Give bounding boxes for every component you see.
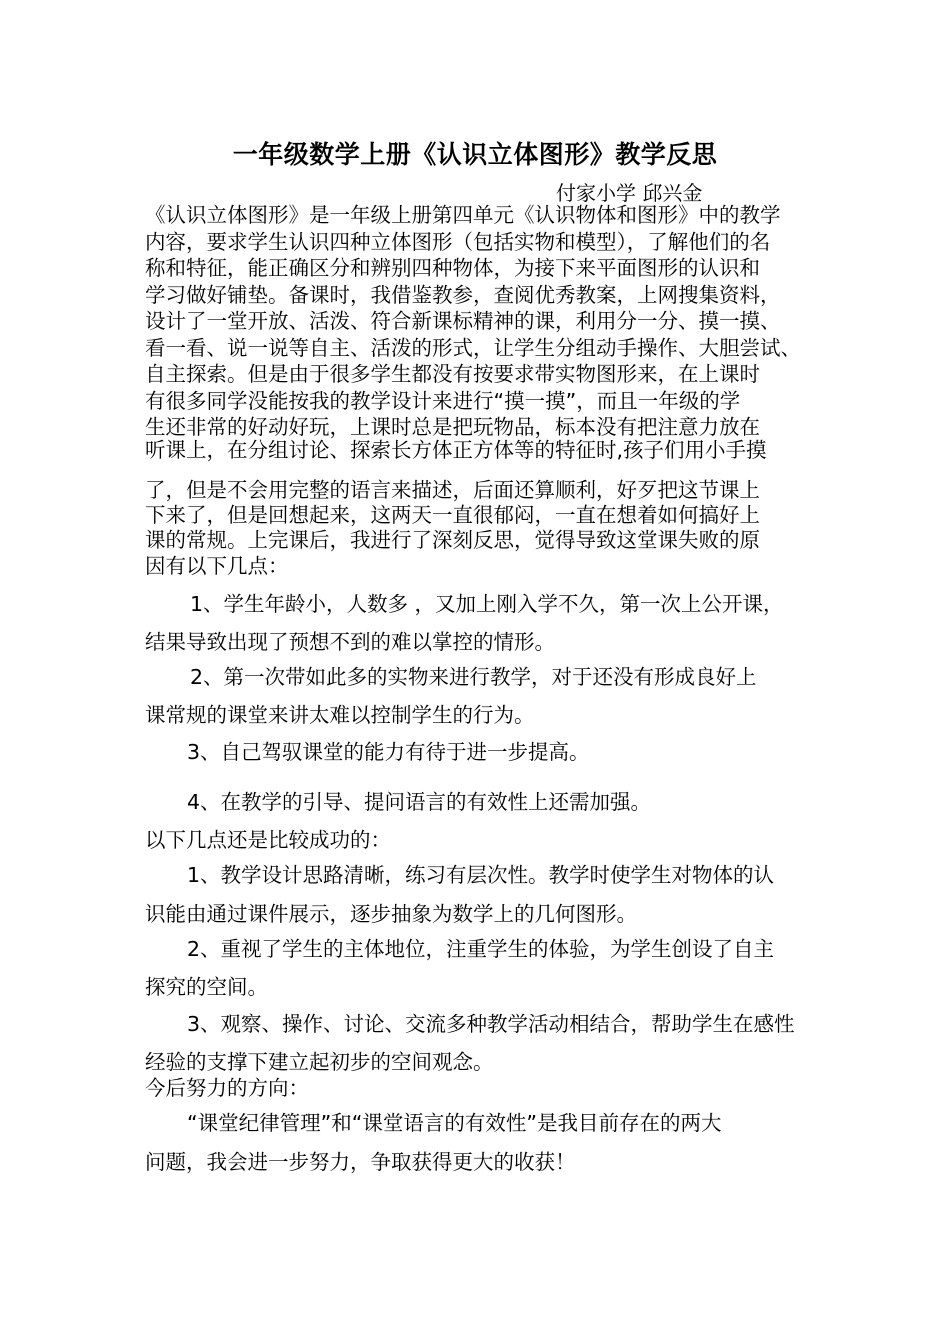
- intro-line: 设计了一堂开放、活泼、符合新课标精神的课，利用分一分、摸一摸、: [145, 309, 781, 333]
- intro-line: 看一看、说一说等自主、活泼的形式，让学生分组动手操作、大胆尝试、: [145, 335, 801, 360]
- future-paragraph: “课堂纪律管理”和“课堂语言的有效性”是我目前存在的两大: [187, 1111, 722, 1135]
- intro-line: 内容，要求学生认识四种立体图形（包括实物和模型），了解他们的名: [145, 229, 771, 254]
- body-line: 听课上，在分组讨论、探索长方体正方体等的特征时,孩子们用小手摸: [145, 438, 767, 462]
- problem-item-continuation: 结果导致出现了预想不到的难以掌控的情形。: [145, 630, 555, 654]
- intro-paragraph: [145, 202, 825, 441]
- author-line: 付家小学 邱兴金: [556, 181, 703, 205]
- success-item-continuation: 经验的支撑下建立起初步的空间观念。: [145, 1050, 494, 1074]
- problem-item: 3、自己驾驭课堂的能力有待于进一步提高。: [187, 740, 590, 764]
- success-heading: 以下几点还是比较成功的：: [145, 828, 391, 852]
- body-line: 因有以下几点：: [145, 554, 289, 578]
- intro-line: 有很多同学没能按我的教学设计来进行“摸一摸”，而且一年级的学: [145, 388, 741, 413]
- body-line: 了，但是不会用完整的语言来描述，后面还算顺利，好歹把这节课上: [145, 478, 760, 502]
- problem-item-continuation: 课常规的课堂来讲太难以控制学生的行为。: [145, 703, 535, 727]
- body-line: 课的常规。上完课后，我进行了深刻反思，觉得导致这堂课失败的原: [145, 528, 760, 552]
- intro-line: 自主探索。但是由于很多学生都没有按要求带实物图形来，在上课时: [145, 362, 760, 386]
- intro-line: 《认识立体图形》是一年级上册第四单元《认识物体和图形》中的教学: [145, 203, 781, 227]
- document-title: 一年级数学上册《认识立体图形》教学反思: [232, 140, 718, 169]
- problem-item: 4、在教学的引导、提问语言的有效性上还需加强。: [187, 790, 652, 814]
- problem-item: 1、学生年龄小，人数多 ，又加上刚入学不久，第一次上公开课，: [190, 592, 784, 616]
- intro-line: 称和特征，能正确区分和辨别四种物体，为接下来平面图形的认识和: [145, 256, 760, 280]
- problem-item: 2、第一次带如此多的实物来进行教学，对于还没有形成良好上: [190, 665, 757, 689]
- success-item-continuation: 识能由通过课件展示，逐步抽象为数学上的几何图形。: [145, 902, 637, 926]
- success-item-continuation: 探究的空间。: [145, 975, 268, 999]
- future-paragraph-continuation: 问题，我会进一步努力，争取获得更大的收获！: [145, 1150, 576, 1174]
- intro-line: 学习做好铺垫。备课时，我借鉴教参，查阅优秀教案，上网搜集资料，: [145, 282, 781, 307]
- success-item: 2、重视了学生的主体地位，注重学生的体验，为学生创设了自主: [187, 937, 775, 961]
- body-line: 下来了，但是回想起来，这两天一直很郁闷，一直在想着如何搞好上: [145, 503, 760, 527]
- success-item: 3、观察、操作、讨论、交流多种教学活动相结合，帮助学生在感性: [187, 1012, 795, 1036]
- future-heading: 今后努力的方向：: [145, 1076, 309, 1100]
- success-item: 1、教学设计思路清晰，练习有层次性。教学时使学生对物体的认: [187, 863, 775, 887]
- intro-line: 生还非常的好动好玩，上课时总是把玩物品，标本没有把注意力放在: [145, 415, 760, 439]
